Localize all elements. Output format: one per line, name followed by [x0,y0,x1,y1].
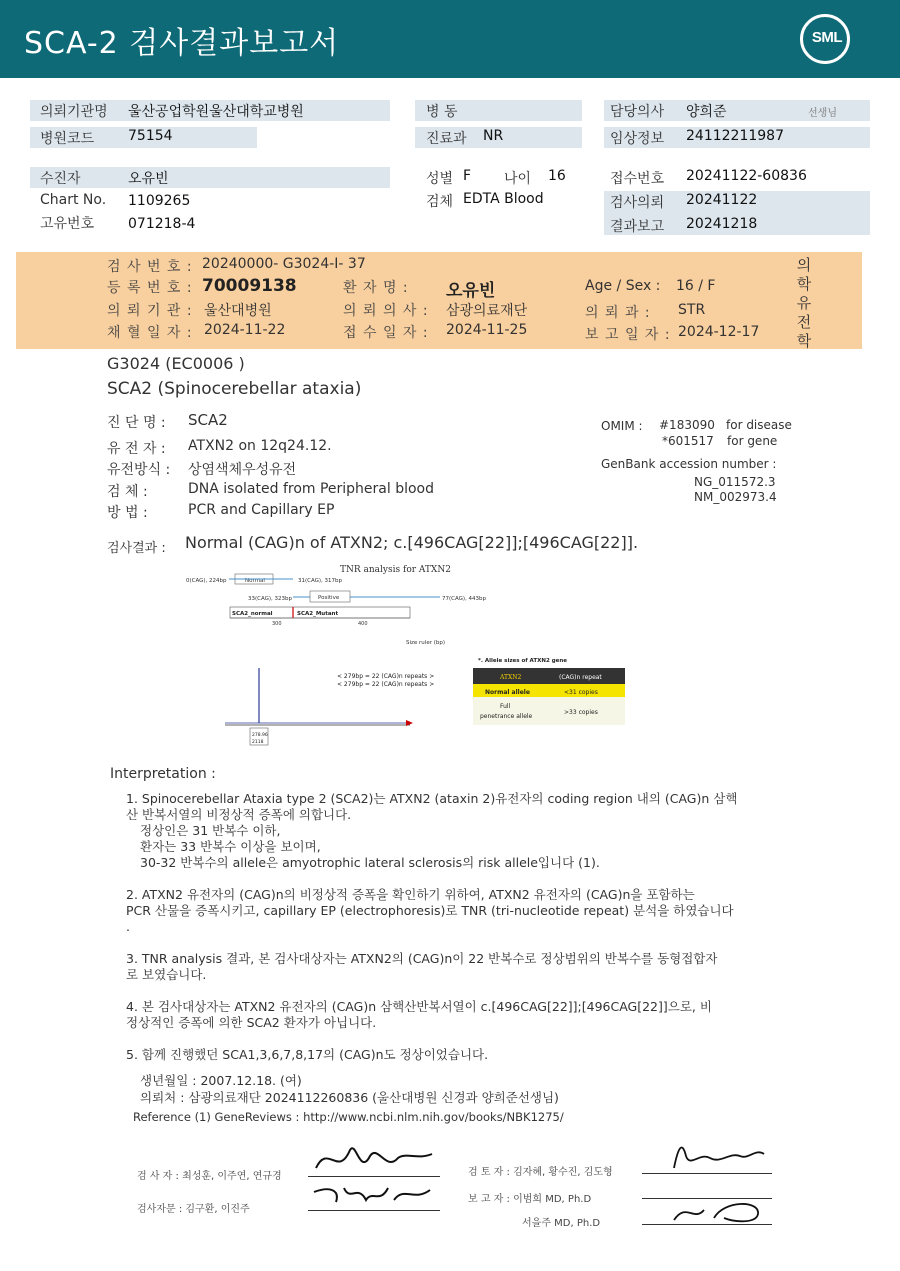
genbank-nm: NM_002973.4 [694,490,777,504]
interp-line: 2. ATXN2 유전자의 (CAG)n의 비정상적 증폭을 확인하기 위하여, ATXN2 유전자의 (CAG)n을 포함하는 [126,887,695,902]
lab-agesex-label: Age / Sex : [585,278,661,294]
advisor-label: 검사자문 : 김구환, 이진주 [137,1204,250,1215]
interp-gap [126,935,786,951]
lab-doc-label: 의 뢰 의 사 : [343,303,429,319]
lab-patient: 오유빈 [446,281,496,301]
interpretation-body [126,791,786,1063]
positive-right-label: 77(CAG), 443bp [442,596,487,602]
lab-patient-label: 환 자 명 : [343,280,409,296]
interp-gap [126,1031,786,1047]
allele-table-title: *. Allele sizes of ATXN2 gene [478,658,568,664]
interp-line: 정상인은 31 반복수 이하, [140,823,281,838]
report-label: 결과보고 [610,219,665,235]
normal-right-label: 31(CAG), 317bp [298,578,343,584]
allele-row1-label: Normal allele [485,689,530,696]
lab-reg-no-label: 등 록 번 호 : [107,280,193,296]
clinical-value: 24112211987 [686,128,784,144]
allele-row1-value: <31 copies [564,689,598,696]
report-value: 20241218 [686,216,758,232]
dept-label: 진료과 [426,131,467,147]
interp-line: 3. TNR analysis 결과, 본 검사대상자는 ATXN2의 (CAG)n이 22 반복수로 정상범위의 반복수를 동형접합자 [126,951,718,966]
vertical-char: 학 [796,275,812,293]
age-label: 나이 [504,171,532,187]
lab-reg-no: 70009138 [202,276,297,296]
ruler-label: Size ruler (bp) [406,640,445,646]
patient-value: 오유빈 [128,171,169,187]
birth-date: 생년월일 : 2007.12.18. (여) [140,1073,302,1088]
age-value: 16 [548,168,566,184]
omim-gene: *601517 [662,434,714,448]
lab-vertical-label [794,256,814,351]
uid-label: 고유번호 [40,216,95,232]
row-label: 방 법 : [107,505,148,521]
row-value: SCA2 [188,411,228,429]
lab-test-no: 20240000- G3024-I- 37 [202,256,366,272]
lab-agesex: 16 / F [676,278,716,294]
reporter2-sign-line [642,1224,772,1225]
interp-line: 로 보였습니다. [126,967,207,982]
omim-disease: #183090 [659,418,715,432]
allele-table-header [473,668,625,684]
interp-line: 산 반복서열의 비정상적 증폭에 의합니다. [126,807,352,822]
tick-400: 400 [358,621,368,627]
normal-left-label: 0(CAG), 224bp [186,578,227,584]
tester-signature-icon [308,1138,438,1180]
test-name: SCA2 (Spinocerebellar ataxia) [107,379,362,399]
allele-row2-label-2: penetrance allele [480,713,533,720]
interp-line: 30-32 반복수의 allele은 amyotrophic lateral sclerosis의 risk allele입니다 (1). [140,855,600,870]
vertical-char: 유 [796,294,812,312]
interp-line: 4. 본 검사대상자는 ATXN2 유전자의 (CAG)n 삼핵산반복서열이 c.[496CAG[22]];[496CAG[22]]으로, 비 [126,999,712,1014]
row-label: 유전방식 : [107,462,171,478]
vertical-char: 의 [796,256,812,274]
reviewer-signature-icon [660,1138,770,1174]
allele-row2 [473,697,625,725]
figure-title: TNR analysis for ATXN2 [340,565,451,575]
sex-value: F [463,168,472,184]
reporter2-label: 서을주 MD, Ph.D [522,1218,601,1229]
request-label: 검사의뢰 [610,195,665,211]
omim-label: OMIM : [601,419,643,433]
row-label: 유 전 자 : [107,441,166,457]
row-value: 상염색체우성유전 [188,462,297,478]
lab-dept: STR [678,302,706,318]
omim-disease-desc: for disease [726,418,792,432]
tester-sign-line [308,1176,440,1177]
genbank-label: GenBank accession number : [601,457,777,471]
hospital-code-value: 75154 [128,128,173,144]
uid-value: 071218-4 [128,216,196,232]
advisor-sign-line [308,1210,440,1211]
reviewer-sign-line [642,1173,772,1174]
allele-row2-label-1: Full [500,703,511,710]
ward-label: 병 동 [426,104,458,120]
row-value: ATXN2 on 12q24.12. [188,438,332,454]
omim-gene-desc: for gene [727,434,778,448]
hospital-code-label: 병원코드 [40,131,95,147]
genbank-ng: NG_011572.3 [694,475,776,489]
positive-left-label: 33(CAG), 323bp [248,596,293,602]
page-title: SCA-2 검사결과보고서 [24,26,340,61]
patient-label: 수진자 [40,171,81,187]
allele-col2: (CAG)n repeat [559,674,602,681]
lab-test-no-label: 검 사 번 호 : [107,259,193,275]
lab-inst-label: 의 뢰 기 관 : [107,303,193,319]
test-code: G3024 (EC0006 ) [107,354,245,373]
institution-label: 의뢰기관명 [40,104,108,120]
row-value: PCR and Capillary EP [188,502,335,518]
chart-label: Chart No. [40,192,107,208]
row-label: 검 체 : [107,484,148,500]
repeat-line-2: < 279bp = 22 (CAG)n repeats > [337,681,435,688]
lab-draw-label: 채 혈 일 자 : [107,325,193,341]
reviewer-label: 검 토 자 : 김자혜, 황수진, 김도형 [468,1167,613,1178]
doctor-label: 담당의사 [610,104,665,120]
row-value: DNA isolated from Peripheral blood [188,481,435,497]
repeat-line-1: < 279bp = 22 (CAG)n repeats > [337,673,435,680]
result-value: Normal (CAG)n of ATXN2; c.[496CAG[22]];[496CAG[22]]. [185,533,639,552]
interpretation-title: Interpretation : [110,766,216,782]
interp-gap [126,871,786,887]
reception-label: 접수번호 [610,171,665,187]
normal-box-label: Normal [245,578,265,584]
clinical-label: 임상정보 [610,131,665,147]
bar-mutant-label: SCA2_Mutant [297,611,339,617]
lab-recv-label: 접 수 일 자 : [343,325,429,341]
lab-draw: 2024-11-22 [204,322,286,338]
lab-recv: 2024-11-25 [446,322,528,338]
logo-text: SML [811,29,843,46]
interp-line: 정상적인 증폭에 의한 SCA2 환자가 아닙니다. [126,1015,377,1030]
interp-line: 5. 함께 진행했던 SCA1,3,6,7,8,17의 (CAG)n도 정상이었습니다. [126,1047,489,1062]
allele-col1: ATXN2 [500,674,522,681]
doctor-suffix: 선생님 [808,108,837,119]
lab-report: 2024-12-17 [678,324,760,340]
positive-box-label: Positive [318,595,340,601]
bar-normal-label: SCA2_normal [232,611,273,617]
referrer: 의뢰처 : 삼광의료재단 2024112260836 (울산대병원 신경과 양희준선생님) [140,1090,559,1105]
peak-height: 2118 [252,740,264,745]
allele-row2-value: >33 copies [564,709,598,716]
reference: Reference (1) GeneReviews : http://www.ncbi.nlm.nih.gov/books/NBK1275/ [133,1110,564,1124]
chart-value: 1109265 [128,193,191,209]
tester-label: 검 사 자 : 최성훈, 이주연, 연규경 [137,1171,282,1182]
vertical-char: 전 [796,313,812,331]
lab-inst: 울산대병원 [204,303,272,319]
institution-value: 울산공업학원울산대학교병원 [128,104,304,120]
vertical-char: 학 [796,332,812,350]
doctor-value: 양희준 [686,104,727,120]
tick-300: 300 [272,621,282,627]
lab-doc: 삼광의료재단 [446,303,528,319]
reception-value: 20241122-60836 [686,168,807,184]
specimen-label: 검체 [426,194,454,210]
result-label: 검사결과 : [107,541,166,556]
interp-line: 1. Spinocerebellar Ataxia type 2 (SCA2)는 ATXN2 (ataxin 2)유전자의 coding region 내의 (CAG)n 삼핵 [126,791,738,806]
lab-report-label: 보 고 일 자 : [585,327,671,343]
lab-dept-label: 의 뢰 과 : [585,305,651,321]
interp-line: . [126,919,130,934]
patient-row [30,167,390,188]
advisor-signature-icon [310,1180,440,1210]
dept-value: NR [483,128,504,144]
reporter-signature-icon [664,1196,774,1226]
reporter-label: 보 고 자 : 이범희 MD, Ph.D [468,1194,592,1205]
specimen-value: EDTA Blood [463,191,544,207]
request-value: 20241122 [686,192,758,208]
interp-line: 환자는 33 반복수 이상을 보이며, [140,839,321,854]
tnr-figure [180,560,630,750]
peak-size: 278.96 [252,733,268,738]
sex-label: 성별 [426,171,454,187]
interp-line: PCR 산물을 증폭시키고, capillary EP (electrophoresis)로 TNR (tri-nucleotide repeat) 분석을 하였습니다 [126,903,734,918]
row-label: 진 단 명 : [107,415,166,431]
interp-gap [126,983,786,999]
